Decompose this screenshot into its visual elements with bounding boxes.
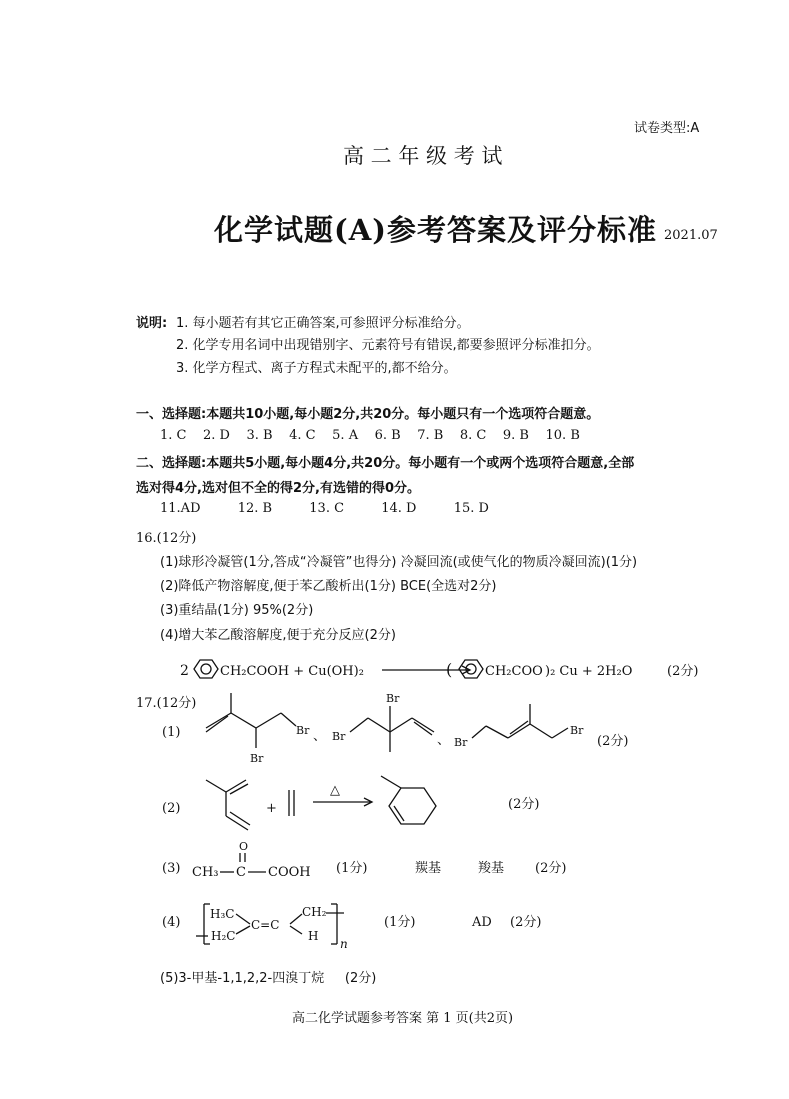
answer-13: 13. C (309, 501, 345, 516)
note-item-1: 1. 每小题若有其它正确答案,可参照评分标准给分。 (176, 316, 470, 331)
note-item-2: 2. 化学专用名词中出现错别字、元素符号有错误,都要参照评分标准扣分。 (176, 338, 600, 353)
bond-line (236, 926, 250, 934)
formula-left: CH₃ (192, 865, 219, 880)
subscript-n: n (340, 937, 348, 951)
heat-symbol: △ (330, 783, 340, 798)
page-footer: 高二化学试题参考答案 第 1 页(共2页) (292, 1011, 514, 1026)
eq-reactants: CH₂COOH + Cu(OH)₂ (220, 664, 364, 679)
q17-p4-score1: (1分) (384, 915, 416, 930)
structure-a (206, 693, 296, 748)
answer-12: 12. B (237, 501, 273, 516)
q17-p3-score1: (1分) (336, 861, 368, 876)
answer-11: 11.AD (160, 501, 201, 516)
answer-10: 10. B (545, 428, 580, 443)
q16-equation (170, 650, 730, 690)
answer-14: 14. D (381, 501, 417, 516)
q17-p2-score: (2分) (508, 797, 540, 812)
section1-answers (160, 428, 580, 443)
carbonyl-double-bond (240, 853, 245, 862)
atom-br-4: Br (386, 692, 400, 705)
bond-line (236, 914, 250, 924)
atom-o: O (239, 840, 249, 853)
double-bond-center: C=C (251, 918, 280, 932)
answer-6: 6. B (374, 428, 401, 443)
atom-br-2: Br (296, 724, 310, 737)
q16-line-2: (2)降低产物溶解度,便于苯乙酸析出(1分) BCE(全选对2分) (160, 579, 497, 594)
formula-c: C (236, 865, 246, 880)
section2-answers (160, 501, 489, 516)
answer-5: 5. A (332, 428, 359, 443)
atom-br-5: Br (454, 736, 468, 749)
plus-sign: + (266, 801, 277, 816)
answer-3: 3. B (246, 428, 273, 443)
section1-heading: 一、选择题:本题共10小题,每小题2分,共20分。每小题只有一个选项符合题意。 (136, 407, 600, 422)
atom-h: H (308, 929, 319, 943)
q17-part5 (160, 967, 376, 986)
q17-p3-label: (3) (162, 861, 181, 876)
q17-p4-answer: AD (472, 915, 492, 930)
benzene-ring-icon (459, 660, 483, 678)
q17-title: 17.(12分) (136, 696, 197, 711)
notes-label: 说明: (136, 316, 168, 331)
atom-br-6: Br (570, 724, 584, 737)
structure-c (472, 704, 568, 738)
answer-1: 1. C (160, 428, 187, 443)
q17-p2-label: (2) (162, 801, 181, 816)
paper-type: 试卷类型:A (634, 121, 700, 136)
arrow-icon (382, 666, 470, 674)
note-item-3: 3. 化学方程式、离子方程式未配平的,都不给分。 (176, 361, 457, 376)
formula-right: COOH (268, 865, 311, 880)
q16-line-4: (4)增大苯乙酸溶解度,便于充分反应(2分) (160, 628, 396, 643)
q17-p1-score: (2分) (597, 734, 629, 749)
arrow-icon (313, 798, 372, 806)
q17-p1-label: (1) (162, 725, 181, 740)
separator-1: 、 (313, 729, 327, 744)
answer-9: 9. B (502, 428, 529, 443)
q17-part2-reaction (150, 768, 590, 838)
q17-p3-score2: (2分) (535, 861, 567, 876)
q16-line-1: (1)球形冷凝管(1分,答成“冷凝管”也得分) 冷凝回流(或使气化的物质冷凝回流)(1分) (160, 555, 638, 570)
polymer-bracket-left (196, 904, 210, 944)
exam-date: 2021.07 (664, 228, 718, 243)
grade-title: 高 二 年 级 考 试 (343, 144, 503, 168)
group-h2c: H₂C (211, 929, 236, 943)
q17-p4-score2: (2分) (510, 915, 542, 930)
bond-line (290, 926, 302, 934)
answer-8: 8. C (459, 428, 487, 443)
eq-open-paren: ( (446, 660, 453, 679)
q16-title: 16.(12分) (136, 531, 197, 546)
q16-line-3: (3)重结晶(1分) 95%(2分) (160, 603, 314, 618)
section2-heading-line1: 二、选择题:本题共5小题,每小题4分,共20分。每小题有一个或两个选项符合题意,全部 (136, 456, 635, 471)
answer-15: 15. D (453, 501, 489, 516)
q17-p4-label: (4) (162, 915, 181, 930)
atom-br-1: Br (250, 752, 264, 765)
separator-2: 、 (437, 733, 451, 748)
answer-7: 7. B (417, 428, 444, 443)
answer-4: 4. C (289, 428, 316, 443)
group-h3c: H₃C (210, 907, 235, 921)
group-ch2: CH₂ (302, 905, 327, 919)
main-title: 化学试题(A)参考答案及评分标准 (214, 213, 657, 247)
atom-br-3: Br (332, 730, 346, 743)
group-carboxyl: 羧基 (478, 861, 505, 876)
group-carbonyl: 羰基 (415, 861, 442, 876)
eq-score: (2分) (667, 664, 699, 679)
eq-product-group: CH₂COO (485, 664, 543, 679)
q17-part3 (150, 838, 570, 888)
q17-p5-text: (5)3-甲基-1,1,2,2-四溴丁烷 (160, 971, 325, 986)
eq-coef: 2 (180, 663, 189, 679)
eq-product-tail: )₂ Cu + 2H₂O (545, 664, 633, 679)
q17-p5-score: (2分) (344, 971, 377, 986)
q17-part1-structures (150, 688, 670, 768)
q17-part4 (150, 896, 570, 956)
isoprene-structure (206, 780, 250, 830)
structure-b (350, 706, 434, 752)
ethylene-structure (289, 790, 294, 816)
benzene-ring-icon (194, 660, 218, 678)
answer-2: 2. D (203, 428, 230, 443)
section2-heading-line2: 选对得4分,选对但不全的得2分,有选错的得0分。 (136, 481, 421, 496)
methylcyclohexene-structure (381, 776, 436, 824)
bond-line (290, 914, 302, 924)
